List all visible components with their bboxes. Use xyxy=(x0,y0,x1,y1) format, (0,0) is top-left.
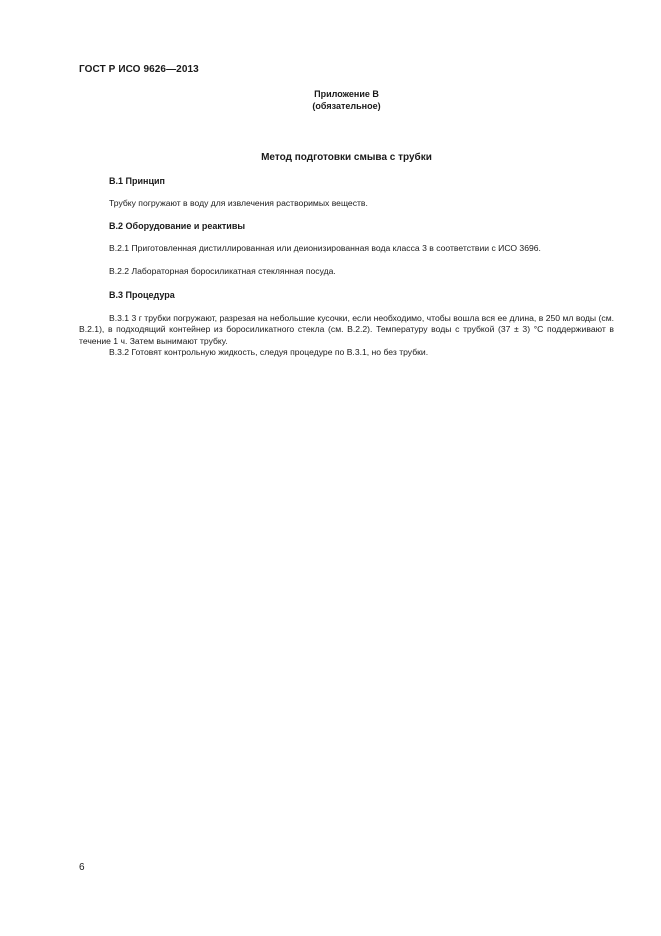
section-heading-procedure: В.3 Процедура xyxy=(109,290,175,300)
section-heading-principle: В.1 Принцип xyxy=(109,176,165,186)
paragraph-equipment-2: В.2.2 Лабораторная боросиликатная стеклянная посуда. xyxy=(109,266,336,276)
section-heading-equipment: В.2 Оборудование и реактивы xyxy=(109,221,246,231)
paragraph-principle: Трубку погружают в воду для извлечения растворимых веществ. xyxy=(109,198,368,208)
paragraph-procedure-1: В.3.1 3 г трубки погружают, разрезая на небольшие кусочки, если необходимо, чтобы вошла вся ее длина, в 250 мл воды (см. В.2.1), в подходящий контейнер из боросиликатного стекла (см. В.2.2). Температуру воды с трубкой (37 ± 3) °С поддерживают в течение 1 ч. Затем вынимают трубку. xyxy=(79,313,614,346)
annex-label: Приложение В xyxy=(314,89,379,99)
annex-status: (обязательное) xyxy=(312,101,381,111)
annex-label-block xyxy=(79,88,614,112)
paragraph-procedure-2: В.3.2 Готовят контрольную жидкость, следуя процедуре по В.3.1, но без трубки. xyxy=(109,347,429,357)
page-number: 6 xyxy=(79,862,85,873)
annex-title: Метод подготовки смыва с трубки xyxy=(261,152,432,163)
standard-code-header: ГОСТ Р ИСО 9626—2013 xyxy=(79,64,199,75)
paragraph-equipment-1: В.2.1 Приготовленная дистиллированная или деионизированная вода класса 3 в соответствии с ИСО 3696. xyxy=(109,243,541,253)
